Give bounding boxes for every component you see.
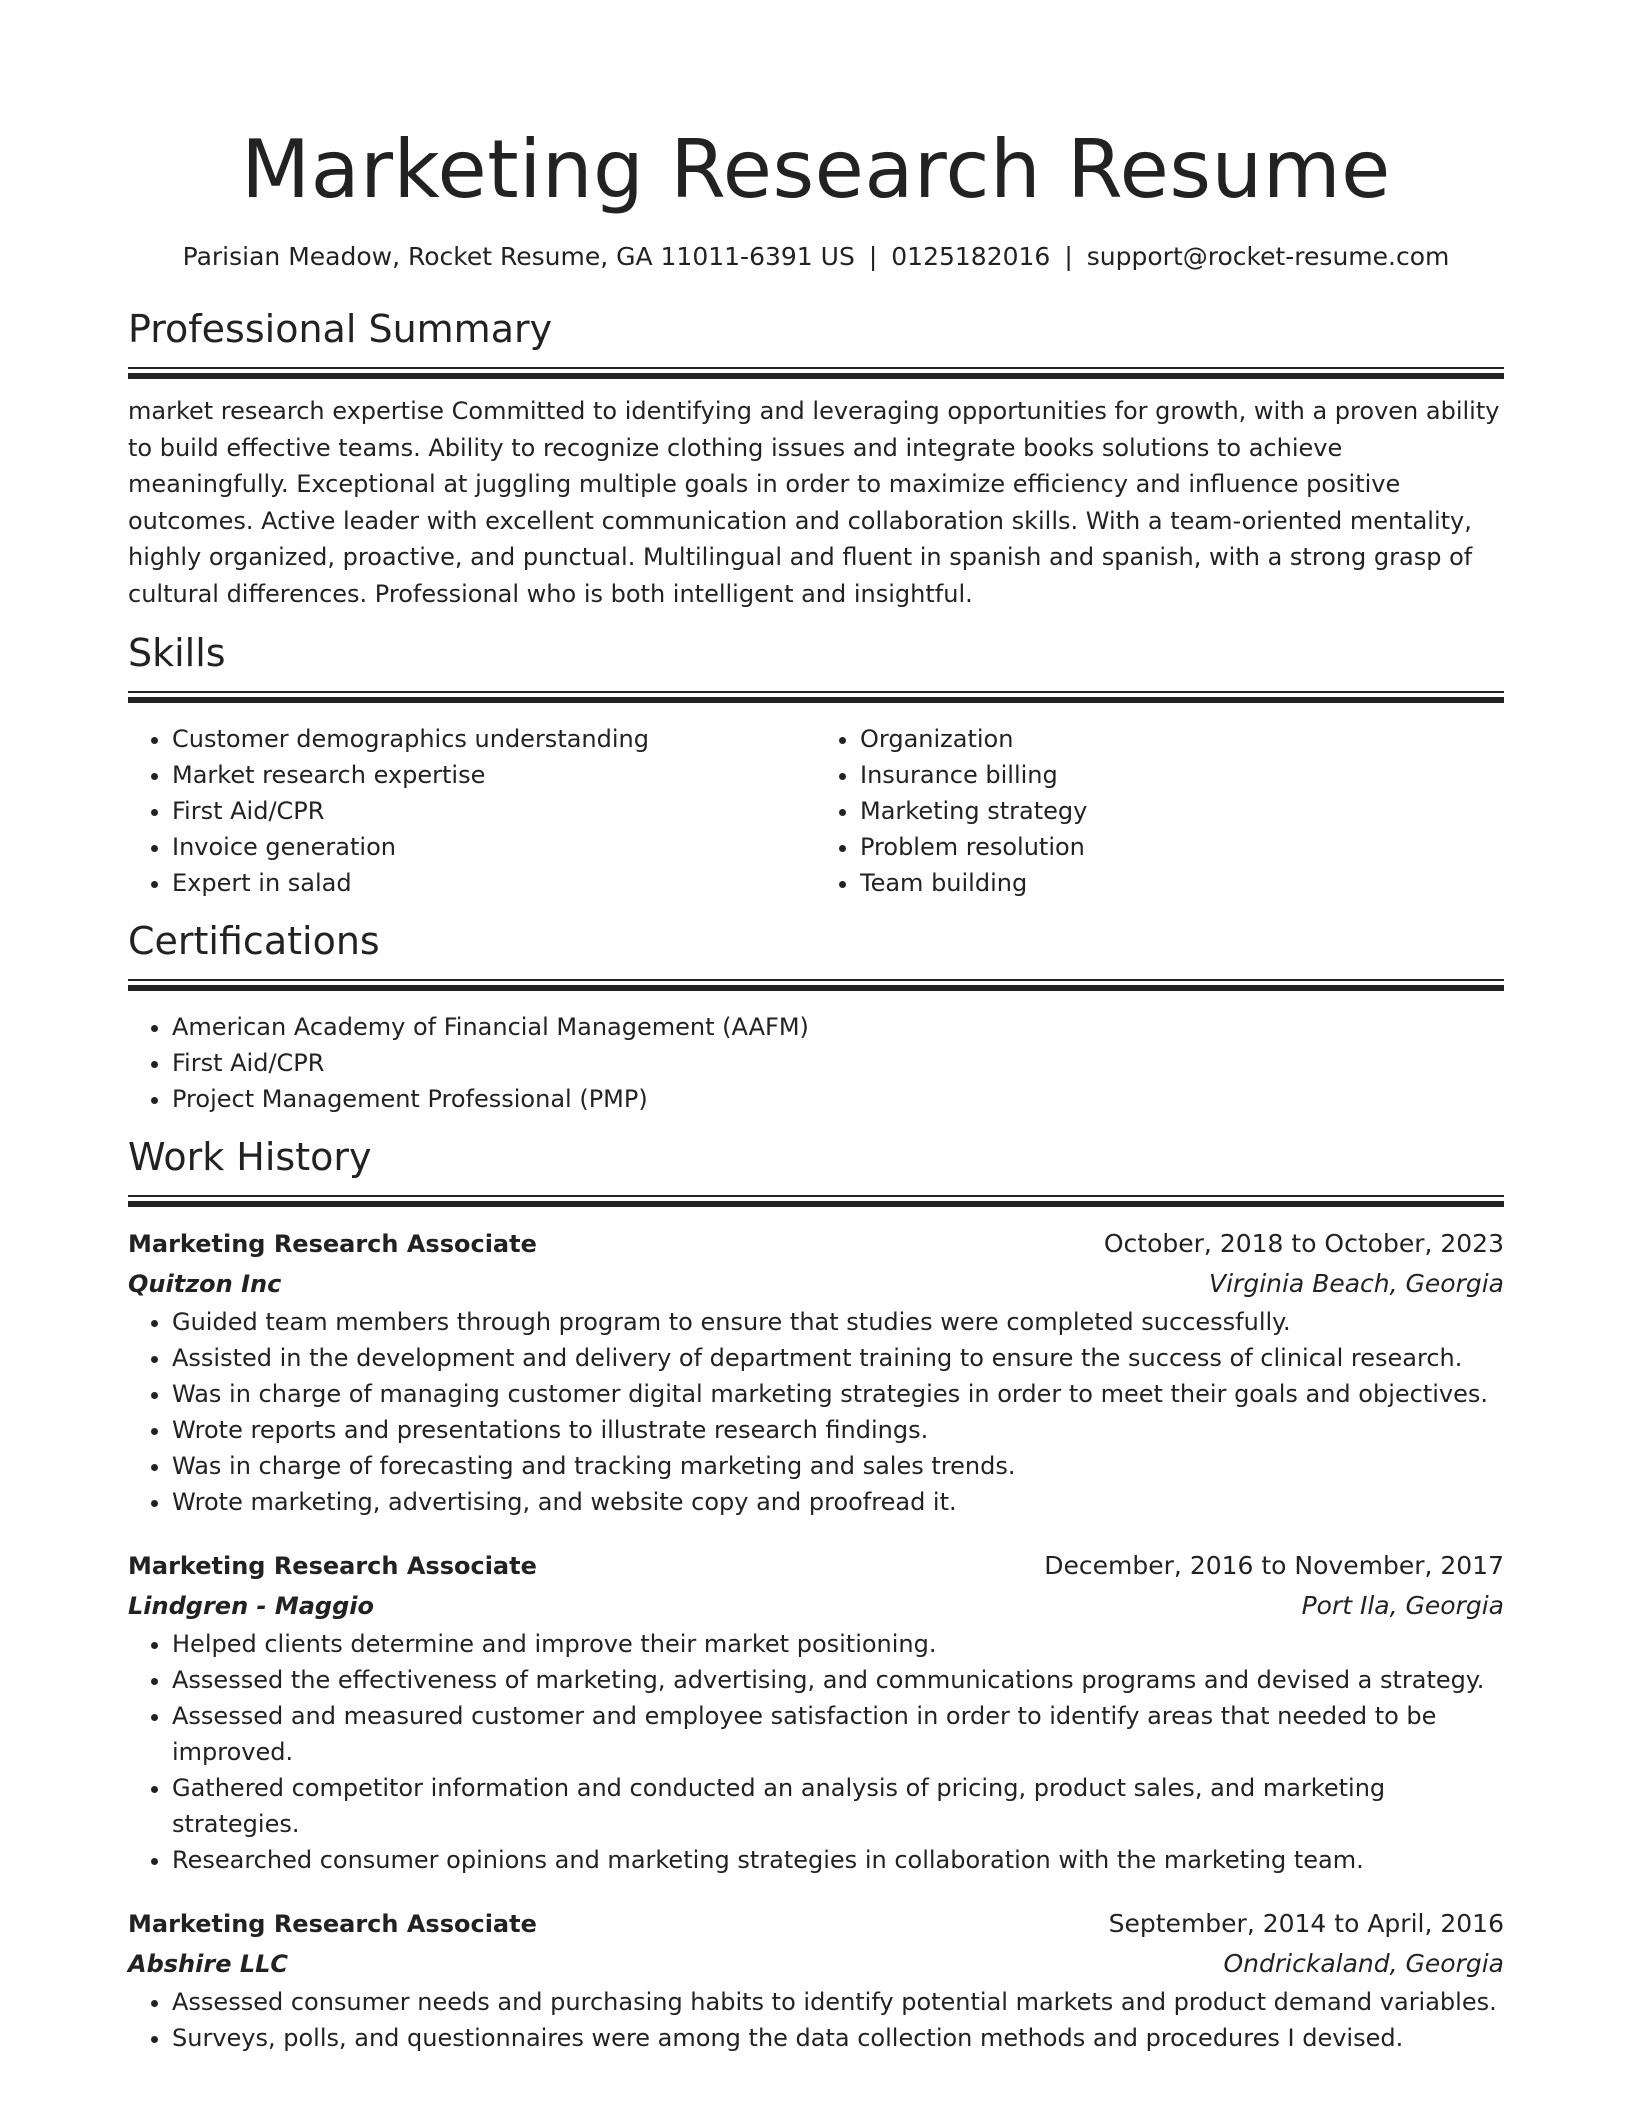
- skill-item: • Expert in salad: [172, 865, 816, 901]
- job-company: Lindgren - Maggio: [128, 1592, 374, 1620]
- contact-phone: 0125182016: [891, 242, 1051, 271]
- certification-item: • First Aid/CPR: [172, 1045, 1504, 1081]
- job-title: Marketing Research Associate: [128, 1910, 537, 1938]
- job-bullets: [128, 1626, 1504, 1878]
- section-divider: [128, 367, 1504, 379]
- skill-item: • Customer demographics understanding: [172, 721, 816, 757]
- job-title: Marketing Research Associate: [128, 1552, 537, 1580]
- section-title-certifications: Certifications: [128, 919, 380, 963]
- summary-section: [128, 305, 1504, 612]
- resume-title: Marketing Research Resume: [241, 123, 1391, 216]
- job-bullet: • Assessed the effectiveness of marketing, advertising, and communications programs and devised a strategy.: [172, 1662, 1504, 1698]
- skill-item: • Market research expertise: [172, 757, 816, 793]
- job-entry: [128, 1224, 1504, 1520]
- section-title-work-history: Work History: [128, 1135, 372, 1179]
- skills-list-right: [816, 721, 1504, 901]
- job-bullet: • Assisted in the development and delivery of department training to ensure the success of clinical research.: [172, 1340, 1504, 1376]
- section-divider: [128, 979, 1504, 991]
- job-location: Virginia Beach, Georgia: [1209, 1269, 1504, 1298]
- job-bullets: [128, 1984, 1504, 2056]
- section-title-skills: Skills: [128, 631, 226, 675]
- contact-address: Parisian Meadow, Rocket Resume, GA 11011-6391 US: [182, 242, 855, 271]
- certification-item: • Project Management Professional (PMP): [172, 1081, 1504, 1117]
- job-subheader: [128, 1264, 1504, 1304]
- contact-line: [128, 240, 1504, 274]
- skill-item: • Marketing strategy: [860, 793, 1504, 829]
- job-subheader: [128, 1944, 1504, 1984]
- job-subheader: [128, 1586, 1504, 1626]
- job-location: Port Ila, Georgia: [1301, 1591, 1504, 1620]
- job-bullet: • Was in charge of managing customer digital marketing strategies in order to meet their goals and objectives.: [172, 1376, 1504, 1412]
- section-divider: [128, 691, 1504, 703]
- contact-email: support@rocket-resume.com: [1086, 242, 1450, 271]
- job-location: Ondrickaland, Georgia: [1223, 1949, 1504, 1978]
- skills-section: [128, 629, 1504, 901]
- section-title-summary: Professional Summary: [128, 307, 553, 351]
- job-bullet: • Wrote marketing, advertising, and website copy and proofread it.: [172, 1484, 1504, 1520]
- skill-item: • Insurance billing: [860, 757, 1504, 793]
- job-dates: September, 2014 to April, 2016: [1108, 1909, 1504, 1938]
- job-bullet: • Guided team members through program to ensure that studies were completed successfully.: [172, 1304, 1504, 1340]
- job-bullet: • Helped clients determine and improve their market positioning.: [172, 1626, 1504, 1662]
- job-header: [128, 1904, 1504, 1944]
- skill-item: • First Aid/CPR: [172, 793, 816, 829]
- job-title: Marketing Research Associate: [128, 1230, 537, 1258]
- job-bullet: • Wrote reports and presentations to illustrate research findings.: [172, 1412, 1504, 1448]
- certification-item: • American Academy of Financial Management (AAFM): [172, 1009, 1504, 1045]
- job-bullet: • Assessed consumer needs and purchasing habits to identify potential markets and product demand variables.: [172, 1984, 1504, 2020]
- job-bullets: [128, 1304, 1504, 1520]
- skills-grid: [128, 721, 1504, 901]
- skill-item: • Organization: [860, 721, 1504, 757]
- job-dates: December, 2016 to November, 2017: [1044, 1551, 1504, 1580]
- certifications-section: [128, 917, 1504, 1117]
- job-bullet: • Surveys, polls, and questionnaires were among the data collection methods and procedures I devised.: [172, 2020, 1504, 2056]
- job-company: Abshire LLC: [128, 1950, 289, 1978]
- contact-separator: |: [1064, 242, 1073, 271]
- work-history-section: [128, 1133, 1504, 2056]
- job-bullet: • Was in charge of forecasting and tracking marketing and sales trends.: [172, 1448, 1504, 1484]
- skill-item: • Invoice generation: [172, 829, 816, 865]
- summary-text: market research expertise Committed to identifying and leveraging opportunities for growth, with a proven ability to build effective teams. Ability to recognize clothing issues and integrate books solutions to achieve meaningfully. Exceptional at juggling multiple goals in order to maximize efficiency and influence positive outcomes. Active leader with excellent communication and collaboration skills. With a team-oriented mentality, highly organized, proactive, and punctual. Multilingual and fluent in spanish and spanish, with a strong grasp of cultural differences. Professional who is both intelligent and insightful.: [128, 397, 1500, 608]
- job-header: [128, 1224, 1504, 1264]
- section-divider: [128, 1195, 1504, 1207]
- job-bullet: • Researched consumer opinions and marketing strategies in collaboration with the marketing team.: [172, 1842, 1504, 1878]
- skills-list-left: [128, 721, 816, 901]
- job-header: [128, 1546, 1504, 1586]
- job-company: Quitzon Inc: [128, 1270, 282, 1298]
- job-dates: October, 2018 to October, 2023: [1103, 1229, 1504, 1258]
- job-bullet: • Gathered competitor information and conducted an analysis of pricing, product sales, and marketing strategies.: [172, 1770, 1504, 1842]
- contact-separator: |: [868, 242, 878, 271]
- job-entry: [128, 1546, 1504, 1878]
- certifications-list: [128, 1009, 1504, 1117]
- job-bullet: • Assessed and measured customer and employee satisfaction in order to identify areas that needed to be improved.: [172, 1698, 1504, 1770]
- skill-item: • Problem resolution: [860, 829, 1504, 865]
- skill-item: • Team building: [860, 865, 1504, 901]
- job-entry: [128, 1904, 1504, 2056]
